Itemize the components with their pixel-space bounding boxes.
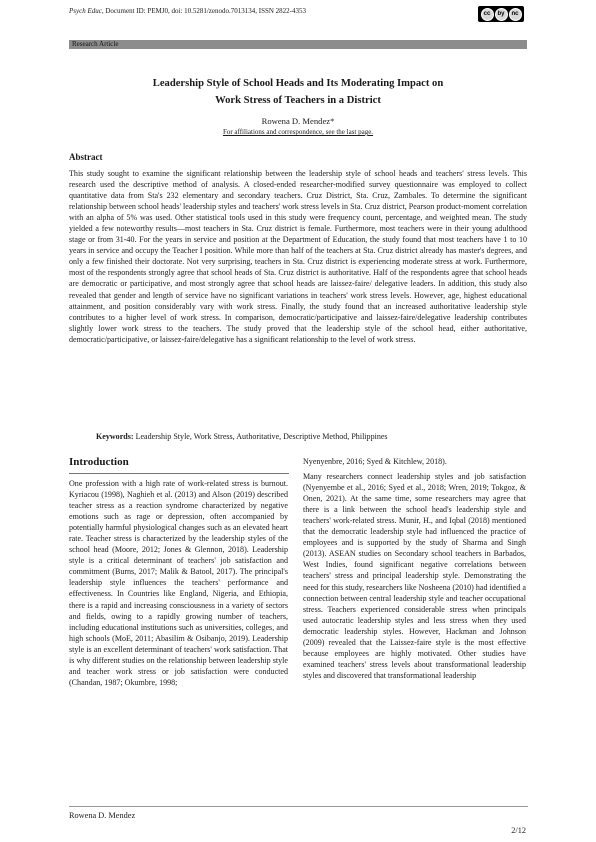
introduction-heading: Introduction (69, 456, 129, 468)
article-type: Research Article (72, 40, 119, 48)
keywords-list: Leadership Style, Work Stress, Authoritative, Descriptive Method, Philippines (133, 432, 388, 441)
article-title-line-1: Leadership Style of School Heads and Its Moderating Impact on (152, 78, 444, 89)
affiliation-link[interactable]: For affiliations and correspondence, see the last page. (222, 128, 374, 136)
citation-info: , Document ID: PEMJ0, doi: 10.5281/zenodo.7013134, ISSN 2822-4353 (101, 7, 307, 15)
intro-right-paragraph: Many researchers connect leadership styles and job satisfaction (Nyenyembe et al., 2016; Syed et al., 2018; Wren, 2019; Tokgoz, & Onen, 2021). At the same time, some researchers may agree that there is a link between the school head's leadership style and teachers' work-related stress. Munir, H., and Iqbal (2018) mentioned that the democratic leadership style had influenced the practice of employees and is supported by the study of Sharma and Singh (2013). ASEAN studies on Secondary school teachers in Barbados, West Indies, found significant negative correlations between teachers' stress and principal leadership style. Demonstrating the need for this study, researchers like Nosheena (2010) had identified a connection between central leadership style and teacher occupational stress. Teachers experienced considerable stress when principals used autocratic leadership styles and less stress when they used democratic leadership styles. However, Hackman and Johnson (2009) revealed that the Laissez-faire style is the most effective because employees are highly motivated. Other studies have examined teachers' stress levels about transformational leadership styles and discovered that transformational leadership (303, 472, 526, 680)
article-type-bar (69, 40, 527, 49)
article-title-line-2: Work Stress of Teachers in a District (215, 95, 381, 106)
intro-right-column (303, 456, 526, 681)
by-icon: by (495, 8, 508, 21)
keywords-line (96, 432, 526, 441)
intro-right-continuation: Nyenyenbre, 2016; Syed & Kitchlew, 2018). (303, 457, 447, 466)
footer-author: Rowena D. Mendez (69, 811, 136, 820)
page-number: 2/12 (511, 826, 526, 835)
abstract-text: This study sought to examine the significant relationship between the leadership style of school heads and teachers' stress levels. This research used the descriptive method of analysis. A closed-ended researcher-modified survey questionnaire was employed to collect quantitative data from Sta's 232 elementary and secondary teachers. Cruz District, Sta. Cruz, Zambales. To determine the significant relationship between school heads' leadership styles and teachers' work stress levels in Sta. Cruz district, Pearson product-moment correlation with an alpha of 5% was used. Other statistical tools used in this study were frequency count, percentage, and weighted mean. The study yielded a few noteworthy results—most teachers in Sta. Cruz district is female. Furthermore, most teachers were in their young adulthood stage or from 31-40. For the years in service and position at the Department of Education, the study found that most teachers have 1 to 10 years in service and occupy the Teacher I position. While more than half of the teachers at Sta. Cruz district already has master's degrees, and only a few finished their doctorate. Not very surprising, teachers in Sta. Cruz district is experiencing moderate stress at work. Furthermore, most of the respondents strongly agree that school heads of Sta. Cruz district is authoritative. Half of the respondents agree that school heads are democratic or participative, and most strongly agree that school heads are laissez-faire/ delegative leaders. In addition, this study also revealed that gender and length of service have no significant variations in teachers' work stress levels. However, age, highest educational attainment, and position considerably vary with work stress. Finally, the study found that an increased authoritative leadership style contributes to a higher level of work stress. In comparison, democratic/participative and laissez-faire/delegative leadership contributes slightly lower work stress to the teachers. The study proved that the leadership style of the school head, either authoritative, democratic/participative, or laissez-faire/delegative has a significant relationship to the level of work stress. (69, 169, 527, 344)
abstract-heading: Abstract (69, 152, 103, 162)
intro-left-column: One profession with a high rate of work-related stress is burnout. Kyriacou (1998), Naghieh et al. (2013) and Alson (2019) described teacher stress as a reaction syndrome characterized by negative emotions such as rage or depression, often accompanied by potentially harmful physiological changes such as an elevated heart rate. Teacher stress is characterized by the leadership styles of the school head (Moore, 2012; Jones & Glennon, 2018). Leadership style is a critical determinant of teachers' job satisfaction and commitment (Burns, 2017; Malik & Batool, 2017). The principal's leadership style influences the teachers' performance and effectiveness. In Countries like England, Nigeria, and Ethiopia, there is a rapid and increasing consciousness in a variety of sectors and fields, owing to a rapidly growing number of teachers, including educational institutions such as universities, colleges, and high schools (MoE, 2011; Abasilim & Osibanjo, 2019). Leadership style is an excellent determinant of teachers' work satisfaction. That is why different studies on the relationship between leadership style and teacher work stress or job satisfaction were conducted (Chandan, 1987; Okumbre, 1998; (69, 479, 288, 687)
journal-header (69, 7, 306, 15)
cc-icon: cc (481, 8, 494, 21)
keywords-label: Keywords: (96, 432, 134, 441)
journal-name: Psych Educ (69, 7, 102, 15)
nc-icon: nc (509, 8, 522, 21)
author-name: Rowena D. Mendez* (261, 116, 335, 126)
cc-license-badge[interactable] (478, 6, 524, 22)
footer-divider (69, 806, 528, 807)
section-divider (69, 473, 289, 474)
